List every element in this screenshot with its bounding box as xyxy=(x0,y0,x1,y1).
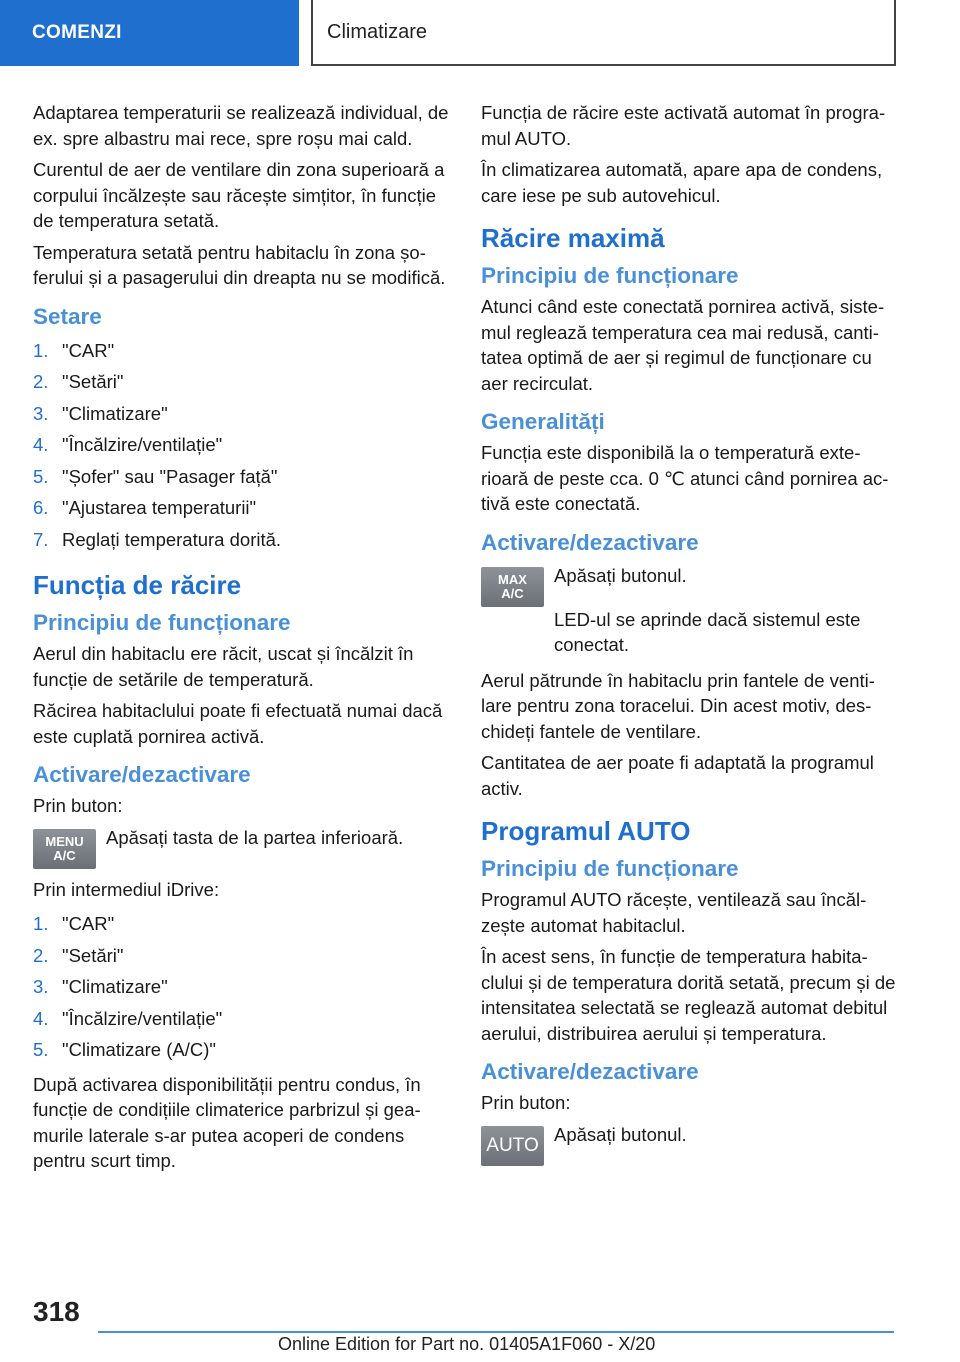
step-number: 4. xyxy=(33,434,49,455)
list-item xyxy=(33,1034,449,1066)
paragraph: Curentul de aer de ventilare din zona superioară a corpului încălzește sau răcește simțitor, în funcție de temperatura setată. xyxy=(33,159,445,231)
paragraph: LED-ul se aprinde dacă sistemul este conectat. xyxy=(554,608,861,655)
list-item xyxy=(33,366,449,398)
step-number: 5. xyxy=(33,1039,49,1060)
step-number: 5. xyxy=(33,465,49,487)
list-item xyxy=(33,461,449,493)
step-text: "CAR" xyxy=(62,339,115,361)
list-item xyxy=(33,524,449,556)
paragraph: Prin intermediul iDrive: xyxy=(33,878,220,900)
step-text: "Ajustarea temperaturii" xyxy=(62,497,257,518)
heading-principiu: Principiu de funcționare xyxy=(33,610,291,635)
button-label: MAX xyxy=(498,571,527,587)
paragraph: Atunci când este conectată pornirea activă, sistemul reglează temperatura cea mai redusă, cantitatea optimă de aer și regimul de funcționare cu aer recirculat. xyxy=(481,296,885,394)
button-label: A/C xyxy=(53,847,76,863)
button-label: MENU xyxy=(45,833,84,849)
heading-setare: Setare xyxy=(33,303,102,329)
page-number: 318 xyxy=(33,1296,80,1327)
step-text: "Climatizare" xyxy=(62,402,168,424)
list-item xyxy=(33,940,449,972)
paragraph: Funcția este disponibilă la o temperatură exterioară de peste cca. 0 ℃ atunci când pornirea activă este conectată. xyxy=(481,442,889,514)
list-item xyxy=(33,492,449,524)
paragraph: Apăsați tasta de la partea inferioară. xyxy=(106,826,404,848)
paragraph: Aerul pătrunde în habitaclu prin fantele de ventilare pentru zona toracelui. Din acest motiv, deschideți fantele de ventilare. xyxy=(481,669,875,742)
list-item xyxy=(33,908,449,940)
step-number: 1. xyxy=(33,913,49,934)
setare-steps xyxy=(33,335,449,556)
list-item xyxy=(33,335,449,367)
step-number: 2. xyxy=(33,371,49,392)
step-text: "CAR" xyxy=(62,913,115,934)
step-text: "Climatizare" xyxy=(62,976,168,997)
step-number: 7. xyxy=(33,528,49,550)
paragraph: Răcirea habitaclului poate fi efectuată numai dacă este cuplată pornirea activă. xyxy=(33,700,443,747)
list-item xyxy=(33,971,449,1003)
step-number: 1. xyxy=(33,339,49,361)
paragraph: În acest sens, în funcție de temperatura habitaclului și de temperatura dorită setată, precum și de intensitatea selectată se reglează automat debitul aerului, distribuirea aerului și temperatura. xyxy=(481,946,896,1044)
heading-activare: Activare/dezactivare xyxy=(481,1059,699,1084)
step-number: 2. xyxy=(33,944,49,966)
heading-programul-auto: Programul AUTO xyxy=(481,816,691,846)
step-text: "Setări" xyxy=(62,944,124,966)
auto-button-icon: AUTO xyxy=(481,1126,544,1166)
max-ac-row xyxy=(481,563,897,607)
edition-footer: Online Edition for Part no. 01405A1F060 - X/20 xyxy=(278,1334,656,1354)
paragraph: Adaptarea temperaturii se realizează individual, de ex. spre albastru mai rece, spre roșu mai cald. xyxy=(33,102,449,149)
chapter-title: Climatizare xyxy=(311,0,896,66)
step-text: "Încălzire/ventilație" xyxy=(62,434,223,455)
paragraph: Funcția de răcire este activată automat în programul AUTO. xyxy=(481,102,886,149)
section-tab: COMENZI xyxy=(0,0,299,66)
heading-activare: Activare/dezactivare xyxy=(481,529,699,555)
list-item xyxy=(33,1003,449,1035)
paragraph: Aerul din habitaclu ere răcit, uscat și încălzit în funcție de setările de temperatură. xyxy=(33,643,414,690)
heading-principiu: Principiu de funcționare xyxy=(481,856,739,881)
heading-racire-maxima: Răcire maximă xyxy=(481,223,665,253)
footer-divider xyxy=(98,1331,894,1333)
step-text: "Șofer" sau "Pasager față" xyxy=(62,465,278,487)
idrive-steps xyxy=(33,908,449,1066)
step-text: Reglați temperatura dorită. xyxy=(62,528,282,550)
paragraph: Apăsați butonul. xyxy=(554,1123,687,1145)
step-text: "Climatizare (A/C)" xyxy=(62,1039,216,1060)
list-item xyxy=(33,398,449,430)
heading-activare: Activare/dezactivare xyxy=(33,762,251,787)
paragraph: Temperatura setată pentru habitaclu în zona șoferului și a pasagerului din dreapta nu se modifică. xyxy=(33,241,446,288)
heading-principiu: Principiu de funcționare xyxy=(481,263,739,288)
menu-ac-row xyxy=(33,825,449,869)
list-item xyxy=(33,429,449,461)
page-header xyxy=(0,0,960,66)
step-text: "Setări" xyxy=(62,371,124,392)
step-number: 6. xyxy=(33,497,49,518)
paragraph: Prin buton: xyxy=(33,795,123,816)
paragraph: După activarea disponibilității pentru condus, în funcție de condițiile climaterice parbrizul și geamurile laterale s-ar putea acoperi de condens pentru scurt timp. xyxy=(33,1073,421,1171)
button-label: A/C xyxy=(501,585,524,601)
right-column xyxy=(481,100,897,1174)
max-ac-button-icon xyxy=(481,567,544,607)
paragraph: Cantitatea de aer poate fi adaptată la programul activ. xyxy=(481,752,874,799)
step-number: 4. xyxy=(33,1007,49,1029)
left-column xyxy=(33,100,449,1180)
heading-functia-racire: Funcția de răcire xyxy=(33,570,242,600)
paragraph: Prin buton: xyxy=(481,1092,571,1113)
step-number: 3. xyxy=(33,976,49,997)
menu-ac-button-icon xyxy=(33,829,96,869)
heading-generalitati: Generalități xyxy=(481,409,605,434)
paragraph: Apăsați butonul. xyxy=(554,564,687,586)
auto-row xyxy=(481,1122,897,1166)
step-number: 3. xyxy=(33,402,49,424)
paragraph: Programul AUTO răcește, ventilează sau încălzește automat habitaclul. xyxy=(481,889,867,936)
step-text: "Încălzire/ventilație" xyxy=(62,1007,223,1029)
paragraph: În climatizarea automată, apare apa de condens, care iese pe sub autovehicul. xyxy=(481,159,883,206)
